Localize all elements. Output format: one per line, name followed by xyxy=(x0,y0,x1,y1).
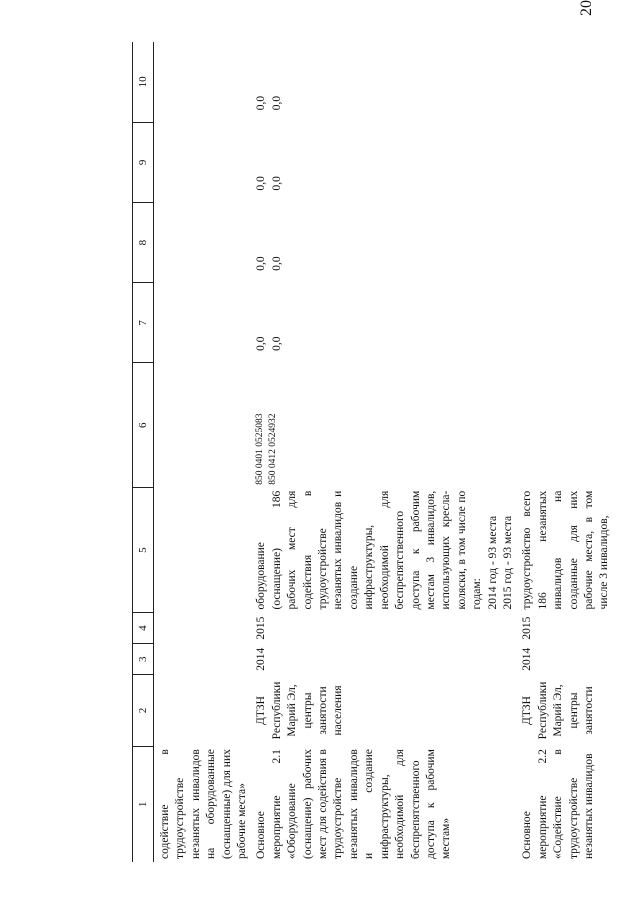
value-2015: 0,0 xyxy=(270,95,283,111)
value-2015: 0,0 xyxy=(270,176,283,191)
column-header-6: 6 xyxy=(133,363,154,488)
measure-name-cell: Основное мероприятие 2.1 «Оборудование (оснащение) рабочих мест для содействия в трудоустройстве незанятых инвалидов и создание инфраструктуры, необходимой для беспрепятственного доступа к рабочим местам» xyxy=(255,749,453,859)
column-header-10: 10 xyxy=(133,42,154,122)
continuation-row xyxy=(154,42,251,862)
table-row-measure-2-2 xyxy=(516,42,612,862)
measure-name-cell: содействие в трудоустройстве незанятых инвалидов на оборудованные (оснащенные) для них рабочие места» xyxy=(159,749,249,859)
value-2014: 0,0 xyxy=(255,336,268,351)
budget-code-1: 850 0401 0525083 xyxy=(255,413,266,485)
budget-code-cell xyxy=(250,363,516,488)
value-cell-col-8 xyxy=(250,203,516,283)
start-year-cell: 2014 xyxy=(255,647,268,671)
expected-result-text: оборудование (оснащение) 186 рабочих мест для содействия в трудоустройстве незанятых инвалидов и создание инфраструктуры, необходимой для беспрепятственного доступа к рабочим местам 3 инвалидов, использующих кресла-коляски, в том числе по годам: xyxy=(255,490,484,610)
end-year-cell: 2015 xyxy=(255,616,268,640)
expected-result-cell: трудоустройство всего 186 незанятых инвалидов на созданные для них рабочие места, в том числе 3 инвалидов, xyxy=(521,490,611,610)
budget-code-2: 850 0412 0524932 xyxy=(268,413,279,485)
start-year-cell: 2014 xyxy=(521,647,534,671)
executor-cell: ДТЗН Республики Марий Эл, центры занятости xyxy=(521,681,595,740)
column-header-9: 9 xyxy=(133,122,154,202)
value-2015: 0,0 xyxy=(270,256,283,271)
expected-result-year-2014: 2014 год - 93 места xyxy=(486,515,499,610)
column-header-4: 4 xyxy=(133,612,154,643)
program-measures-table xyxy=(132,42,613,862)
column-header-5: 5 xyxy=(133,488,154,613)
column-header-8: 8 xyxy=(133,203,154,283)
value-2014: 0,0 xyxy=(255,176,268,191)
executor-cell: ДТЗН Республики Марий Эл, центры занятости населения xyxy=(255,681,345,740)
rotated-table-container xyxy=(132,42,611,862)
value-cell-col-9 xyxy=(250,122,516,202)
value-2015: 0,0 xyxy=(270,336,283,351)
column-header-7: 7 xyxy=(133,283,154,363)
value-cell-col-7 xyxy=(250,283,516,363)
page-number: 20 xyxy=(578,0,595,16)
expected-result-year-2015: 2015 год - 93 места xyxy=(501,515,514,610)
column-header-1: 1 xyxy=(133,746,154,862)
value-cell-col-10 xyxy=(250,42,516,122)
table-row-measure-2-1 xyxy=(250,42,516,862)
expected-result-cell xyxy=(250,488,516,613)
measure-name-cell: Основное мероприятие 2.2 «Содействие в трудоустройстве незанятых инвалидов xyxy=(521,749,595,859)
value-2014: 0,0 xyxy=(255,95,268,111)
end-year-cell: 2015 xyxy=(521,616,534,640)
column-header-2: 2 xyxy=(133,675,154,746)
column-header-3: 3 xyxy=(133,644,154,675)
column-numbers-row xyxy=(133,42,154,862)
value-2014: 0,0 xyxy=(255,256,268,271)
